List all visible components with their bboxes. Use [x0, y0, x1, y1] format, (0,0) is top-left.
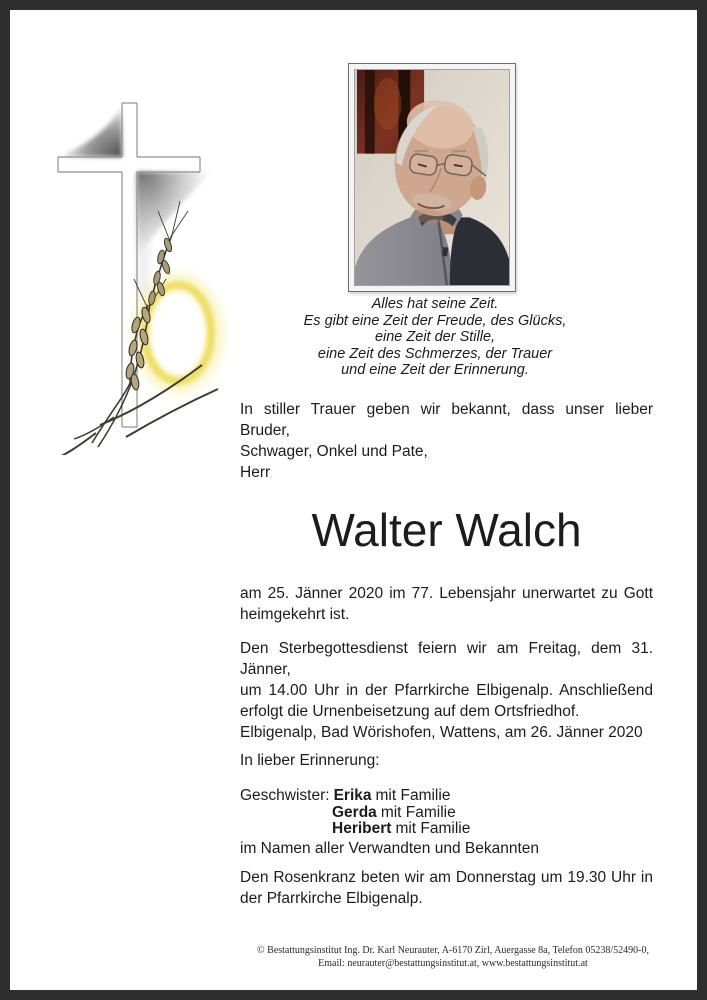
funeral-home-footer — [200, 944, 706, 970]
sibling-row — [240, 805, 653, 822]
dateline: Elbigenalp, Bad Wörishofen, Wattens, am 26. Jänner 2020 — [240, 724, 643, 741]
sibling-row — [240, 788, 653, 805]
wheat-icon — [54, 201, 218, 455]
text-line: am 25. Jänner 2020 im 77. Lebensjahr unerwartet zu Gott — [240, 585, 653, 602]
salutation: Herr — [240, 464, 271, 481]
footer-line-2: Email: neurauter@bestattungsinstitut.at, www.bestattungsinstitut.at — [318, 958, 588, 969]
sibling-name: Gerda — [332, 803, 377, 821]
siblings-label: Geschwister: — [240, 787, 330, 804]
portrait-photo — [354, 69, 510, 286]
intro-paragraph — [240, 399, 653, 462]
text-line: Alles hat seine Zeit. — [371, 296, 499, 312]
text-line: Schwager, Onkel und Pate, — [240, 443, 428, 460]
announcement-text — [240, 399, 653, 909]
text-line: um 14.00 Uhr in der Pfarrkirche Elbigenalp. Anschließend — [240, 682, 653, 699]
text-line: und eine Zeit der Erinnerung. — [341, 362, 529, 378]
sibling-name: Heribert — [332, 820, 392, 837]
text-line: Den Sterbegottesdienst feiern wir am Freitag, dem 31. Jänner, — [240, 640, 653, 678]
siblings-list — [240, 788, 653, 838]
deceased-name: Walter Walch — [311, 504, 582, 556]
rosary-paragraph — [240, 867, 653, 909]
cross-wheat-sun-illustration — [30, 65, 260, 455]
text-line: eine Zeit der Stille, — [374, 329, 496, 345]
remembrance-line: In lieber Erinnerung: — [240, 752, 380, 769]
cross-shading — [58, 105, 212, 295]
text-line: erfolgt die Urnenbeisetzung auf dem Ortsfriedhof. — [240, 703, 580, 720]
sibling-suffix: mit Familie — [375, 787, 451, 804]
relatives-line: im Namen aller Verwandten und Bekannten — [240, 839, 539, 857]
text-line: der Pfarrkirche Elbigenalp. — [240, 889, 423, 907]
portrait-photo-image — [355, 70, 509, 285]
text-line: eine Zeit des Schmerzes, der Trauer — [317, 345, 553, 362]
death-paragraph — [240, 583, 653, 625]
sibling-name: Erika — [333, 787, 372, 804]
text-line: Es gibt eine Zeit der Freude, des Glücks, — [303, 312, 567, 329]
sibling-suffix: mit Familie — [380, 803, 456, 821]
sibling-row — [240, 821, 653, 838]
service-paragraph — [240, 638, 653, 722]
text-line: heimgekehrt ist. — [240, 606, 350, 623]
portrait-photo-frame — [348, 63, 516, 292]
text-line: Den Rosenkranz beten wir am Donnerstag um 19.30 Uhr in — [240, 868, 653, 886]
text-line: In stiller Trauer geben wir bekannt, dass unser lieber Bruder, — [240, 401, 653, 439]
footer-line-1: © Bestattungsinstitut Ing. Dr. Karl Neurauter, A-6170 Zirl, Auergasse 8a, Telefon 05238/52490-0, — [257, 945, 649, 956]
memorial-poem — [230, 296, 640, 379]
sibling-suffix: mit Familie — [395, 820, 471, 837]
